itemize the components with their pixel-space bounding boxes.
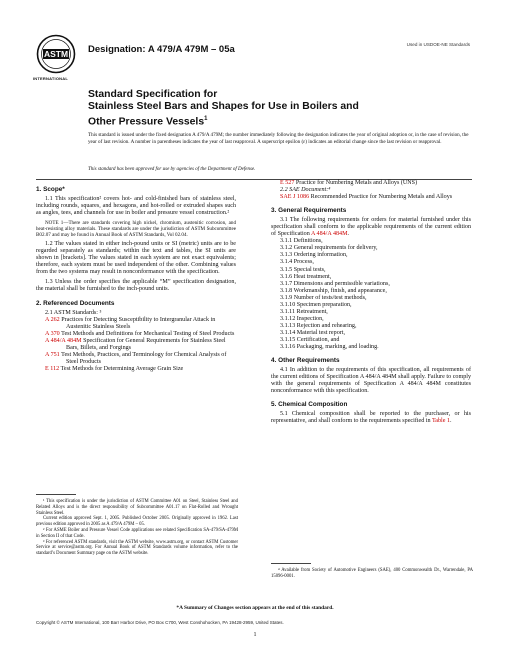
para-2-2: 2.2 SAE Document:⁴ [280,187,331,194]
title-line-1: Standard Specification for [88,89,218,100]
footnote-3: ³ For referenced ASTM standards, visit the ASTM website, www.astm.org, or contact ASTM Customer Service at service@astm.org. For Annual Book of ASTM Standards volume information, refer to the standard’s Document Summary page on the ASTM website. [36,539,238,557]
title-line-3: Other Pressure Vessels$^1$ [88,116,208,128]
list-item: 3.1.6 Heat treatment, [280,273,332,280]
section-heading-other-requirements: 4. Other Requirements [271,357,340,365]
used-in-label: Used in USDOE-NE Standards [406,42,470,47]
reference-link[interactable]: A 484/A 484M [45,337,82,344]
reference-list [36,317,236,373]
section-heading-general-requirements: 3. General Requirements [271,207,347,215]
left-footnotes [36,499,238,557]
requirements-list [271,238,471,351]
note-1: NOTE 1—There are standards covering high nickel, chromium, austenitic corrosion, and heat-resisting alloy materials. These standards are under the jurisdiction of ASTM Subcommittee B02.07 and may be found in Annual Book of ASTM Standards, Vol 02.04. [36,220,236,239]
list-item: 3.1.7 Dimensions and permissible variations, [280,280,390,287]
list-item: 3.1.9 Number of tests/test methods, [280,294,367,301]
para-5-1: 5.1 Chemical composition shall be reported to the purchaser, or his representative, and shall conform to the requirements specified in Table 1. [271,411,471,425]
reference-link[interactable]: E 112 [45,365,60,372]
list-item: 3.1.3 Ordering information, [280,252,348,259]
para-2-1: 2.1 ASTM Standards: ³ [45,309,102,316]
reference-item: SAE J 1086 Recommended Practice for Numbering Metals and Alloys [280,194,453,201]
reference-item: A 370 Test Methods and Definitions for Mechanical Testing of Steel Products [45,330,235,337]
right-footnotes [271,568,473,580]
astm-logo-icon [36,34,76,74]
section-heading-scope: 1. Scope* [36,186,65,193]
footnote-2: ² For ASME Boiler and Pressure Vessel Code applications see related Specification SA-479/SA-479M in Section II of that Code. [36,527,238,539]
footnote-divider [36,494,76,495]
para-1-2: 1.2 The values stated in either inch-pound units or SI (metric) units are to be regarded separately as standards; within the text and tables, the SI units are shown in [brackets]. The values stated in each system are not exact equivalents; therefore, each system must be used independent of the other. Combining values from the two systems may result in nonconformance with the specification. [36,241,236,276]
para-1-1: 1.1 This specification² covers hot- and cold-finished bars of stainless steel, including rounds, squares, and hexagons, and hot-rolled or extruded shapes such as angles, tees, and channels for use in boiler and pressure vessel construction.² [36,196,236,217]
list-item: 3.1.2 General requirements for delivery, [280,245,378,252]
list-item: 3.1.14 Material test report, [280,329,345,336]
footnote-4: ⁴ Available from Society of Automotive Engineers (SAE), 400 Commonwealth Dr., Warrendale, PA 15096-0001. [271,568,473,579]
reference-link[interactable]: A 370 [45,330,60,337]
summary-of-changes-note: *A Summary of Changes section appears at the end of this standard. [176,605,334,611]
right-column [271,180,471,425]
logo-subtitle: INTERNATIONAL [33,76,68,81]
section-heading-referenced-documents: 2. Referenced Documents [36,299,115,307]
list-item: 3.1.13 Rejection and rehearing, [280,322,357,329]
list-item: 3.1.11 Retreatment, [280,308,328,315]
list-item: 3.1.8 Workmanship, finish, and appearance, [280,287,387,294]
list-item: 3.1.1 Definitions, [280,238,323,245]
list-item: 3.1.12 Inspection, [280,315,324,322]
reference-item: A 484/A 484M Specification for General Requirements for Stainless Steel Bars, Billets, and Forgings [45,337,226,351]
footnote-1-history: Current edition approved Sept. 1, 2005. Published October 2005. Originally approved in 1962. Last previous edition approved in 2005 as A 479/A 479M – 05. [36,516,238,528]
left-column [36,186,236,373]
copyright-line: Copyright © ASTM International, 100 Barr Harbor Drive, PO Box C700, West Conshohocken, PA 19428-2959, United States. [36,620,284,625]
title-line-2: Stainless Steel Bars and Shapes for Use in Boilers and [88,101,359,112]
table-link[interactable]: Table 1 [432,418,451,425]
preamble: This standard is issued under the fixed designation A 479/A 479M; the number immediately following the designation indicates the year of original adoption or, in the case of revision, the year of last revision. A number in parentheses indicates the year of last reapproval. A superscript epsilon (ε) indicates an editorial change since the last revision or reapproval. [88,132,469,145]
reference-link[interactable]: A 262 [45,316,60,323]
page-number: 1 [253,632,257,638]
dod-approval-note: This standard has been approved for use by agencies of the Department of Defense. [88,167,256,172]
reference-link[interactable]: E 527 [280,180,295,186]
reference-item: E 112 Test Methods for Determining Average Grain Size [45,365,184,372]
list-item: 3.1.16 Packaging, marking, and loading. [280,344,379,351]
document-title [88,89,418,128]
footnote-divider [271,563,311,564]
list-item: 3.1.15 Certification, and [280,336,340,343]
section-heading-chemical-composition: 5. Chemical Composition [271,401,348,409]
para-4-1: 4.1 In addition to the requirements of this specification, all requirements of the current editions of Specification A 484/A 484M shall apply. Failure to comply with the general requirements of Specification A 484/A 484M constitutes nonconformance with this specification. [271,367,471,395]
para-3-1: 3.1 The following requirements for orders for material furnished under this specification shall conform to the applicable requirements of the current edition of Specification A 484/A 484M. [271,217,471,238]
list-item: 3.1.5 Special tests, [280,266,326,273]
reference-item: A 751 Test Methods, Practices, and Terminology for Chemical Analysis of Steel Products [45,351,227,365]
list-item: 3.1.4 Process, [280,259,314,266]
title-footnote-ref[interactable]: 1 [204,116,208,122]
spec-link[interactable]: A 484/A 484M [310,231,348,238]
reference-link[interactable]: SAE J 1086 [280,194,310,201]
reference-item: E 527 Practice for Numbering Metals and Alloys (UNS) [280,180,418,186]
list-item: 3.1.10 Specimen preparation, [280,301,352,308]
reference-link[interactable]: A 751 [45,351,60,358]
reference-item: A 262 Practices for Detecting Susceptibility to Intergranular Attack in Austenitic Stainless Steels [45,316,216,330]
footnote-1: ¹ This specification is under the jurisdiction of ASTM Committee A01 on Steel, Stainless Steel and Related Alloys and is the direct responsibility of Subcommittee A01.17 on Flat-Rolled and Wrought Stainless Steel. [36,499,238,516]
svg-text:ASTM: ASTM [43,49,69,59]
designation: Designation: A 479/A 479M – 05a [88,44,235,55]
para-1-3: 1.3 Unless the order specifies the applicable “M” specification designation, the material shall be furnished to the inch-pound units. [36,279,236,293]
